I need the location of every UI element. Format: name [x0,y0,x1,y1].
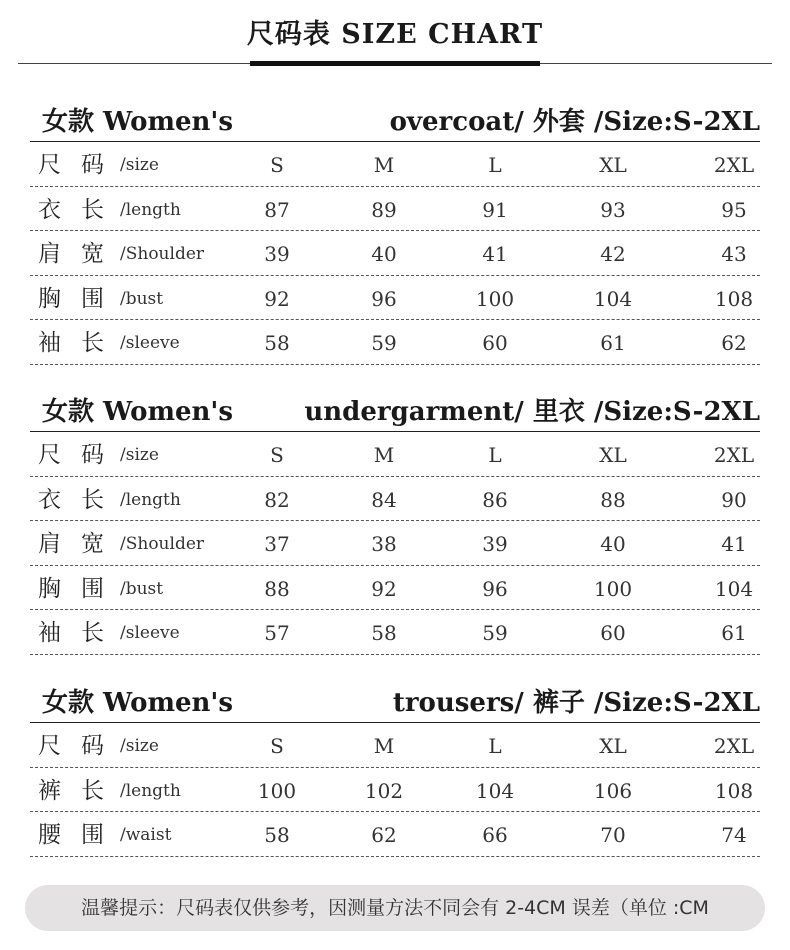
table-cell: 96 [371,286,397,311]
table-cell: 59 [482,621,508,645]
table-cell: 39 [482,532,508,556]
row-label-en: /waist [120,825,172,845]
row-label-en: /sleeve [120,623,180,643]
section-garment-label: trousers/ 裤子 /Size:S-2XL [392,688,760,718]
table-cell: 82 [264,487,290,512]
row-label-en: /Shoulder [120,534,205,554]
table-cell: 2XL [713,443,755,467]
section-garment-label: undergarment/ 里衣 /Size:S-2XL [304,397,760,427]
row-label-cn: 衣长 [38,196,124,223]
table-cell: 70 [600,823,626,847]
row-label-en: /Shoulder [120,244,205,264]
table-cell: 87 [264,197,290,222]
row-label-cn: 胸围 [38,285,124,312]
table-cell: 60 [600,621,626,645]
table-cell: 88 [600,487,626,512]
table-cell: XL [599,734,627,758]
row-label-cn: 尺码 [38,442,124,468]
table-cell: M [373,443,395,467]
section-header [30,383,760,432]
section-gender-label: 女款 Women's [42,397,234,427]
table-row [30,566,760,611]
table-cell: M [373,734,395,758]
table-cell: 60 [482,331,508,355]
table-cell: 100 [475,286,515,311]
table-cell: 57 [264,621,290,645]
size-table-section [30,93,760,365]
section-garment-label: overcoat/ 外套 /Size:S-2XL [389,107,760,137]
table-cell: 61 [600,331,626,355]
table-cell: 86 [482,487,508,512]
table-cell: 104 [593,286,633,311]
table-cell: 100 [257,778,297,803]
row-label-cn: 腰围 [38,822,124,848]
row-label-cn: 胸围 [38,575,124,602]
table-cell: 40 [371,242,397,266]
table-cell: S [270,443,284,467]
table-row [30,142,760,187]
table-cell: 61 [721,621,747,645]
table-cell: 74 [721,823,747,847]
row-label-en: /bust [120,288,164,309]
table-cell: 58 [371,621,397,645]
table-cell: 88 [264,576,290,601]
section-header [30,93,760,142]
row-label-en: /length [120,489,181,510]
table-cell: S [270,734,284,758]
table-cell: 2XL [713,153,755,177]
table-row [30,768,760,813]
title-underline-bar [250,61,540,66]
table-cell: 92 [371,576,397,601]
table-cell: XL [599,153,627,177]
table-cell: 39 [264,242,290,266]
table-row [30,610,760,655]
table-cell: 42 [600,242,626,266]
row-label-en: /sleeve [120,333,180,353]
table-cell: 59 [371,331,397,355]
table-cell: L [488,734,502,758]
table-row [30,812,760,857]
table-cell: 100 [593,576,633,601]
table-cell: S [270,153,284,177]
table-cell: L [488,443,502,467]
table-row [30,477,760,522]
row-label-cn: 衣长 [38,486,124,513]
table-cell: 92 [264,286,290,311]
size-table-section [30,674,760,857]
table-cell: L [488,153,502,177]
table-cell: 41 [482,242,508,266]
table-row [30,723,760,768]
table-row [30,432,760,477]
size-table-section [30,383,760,655]
table-cell: 2XL [713,734,755,758]
table-row [30,320,760,365]
table-cell: 43 [721,242,747,266]
table-cell: M [373,153,395,177]
table-cell: 89 [371,197,397,222]
row-label-cn: 尺码 [38,733,124,759]
table-cell: 93 [600,197,626,222]
row-label-cn: 肩宽 [38,241,124,267]
row-label-cn: 裤长 [38,777,124,804]
table-row [30,231,760,276]
table-cell: 62 [721,331,747,355]
table-cell: 102 [364,778,404,803]
table-cell: 90 [721,487,747,512]
row-label-cn: 袖长 [38,620,124,646]
table-cell: 108 [714,778,754,803]
section-header [30,674,760,723]
row-label-en: /size [120,736,159,756]
table-cell: 66 [482,823,508,847]
table-cell: 41 [721,532,747,556]
row-label-en: /bust [120,578,164,599]
table-cell: 95 [721,197,747,222]
table-cell: XL [599,443,627,467]
table-cell: 91 [482,197,508,222]
table-cell: 84 [371,487,397,512]
size-note: 温馨提示：尺码表仅供参考，因测量方法不同会有 2-4CM 误差（单位 :CM [25,885,765,931]
table-cell: 104 [475,778,515,803]
table-cell: 104 [714,576,754,601]
table-cell: 62 [371,823,397,847]
row-label-en: /size [120,445,159,465]
table-row [30,187,760,232]
row-label-en: /length [120,199,181,220]
table-cell: 40 [600,532,626,556]
table-cell: 58 [264,331,290,355]
section-gender-label: 女款 Women's [42,107,234,137]
row-label-en: /length [120,780,181,801]
table-cell: 106 [593,778,633,803]
table-row [30,276,760,321]
table-cell: 37 [264,532,290,556]
table-cell: 96 [482,576,508,601]
row-label-en: /size [120,155,159,175]
page-title: 尺码表 SIZE CHART [246,19,544,50]
row-label-cn: 肩宽 [38,531,124,557]
row-label-cn: 尺码 [38,152,124,178]
table-cell: 38 [371,532,397,556]
table-cell: 108 [714,286,754,311]
table-row [30,521,760,566]
table-cell: 58 [264,823,290,847]
row-label-cn: 袖长 [38,330,124,356]
section-gender-label: 女款 Women's [42,688,234,718]
